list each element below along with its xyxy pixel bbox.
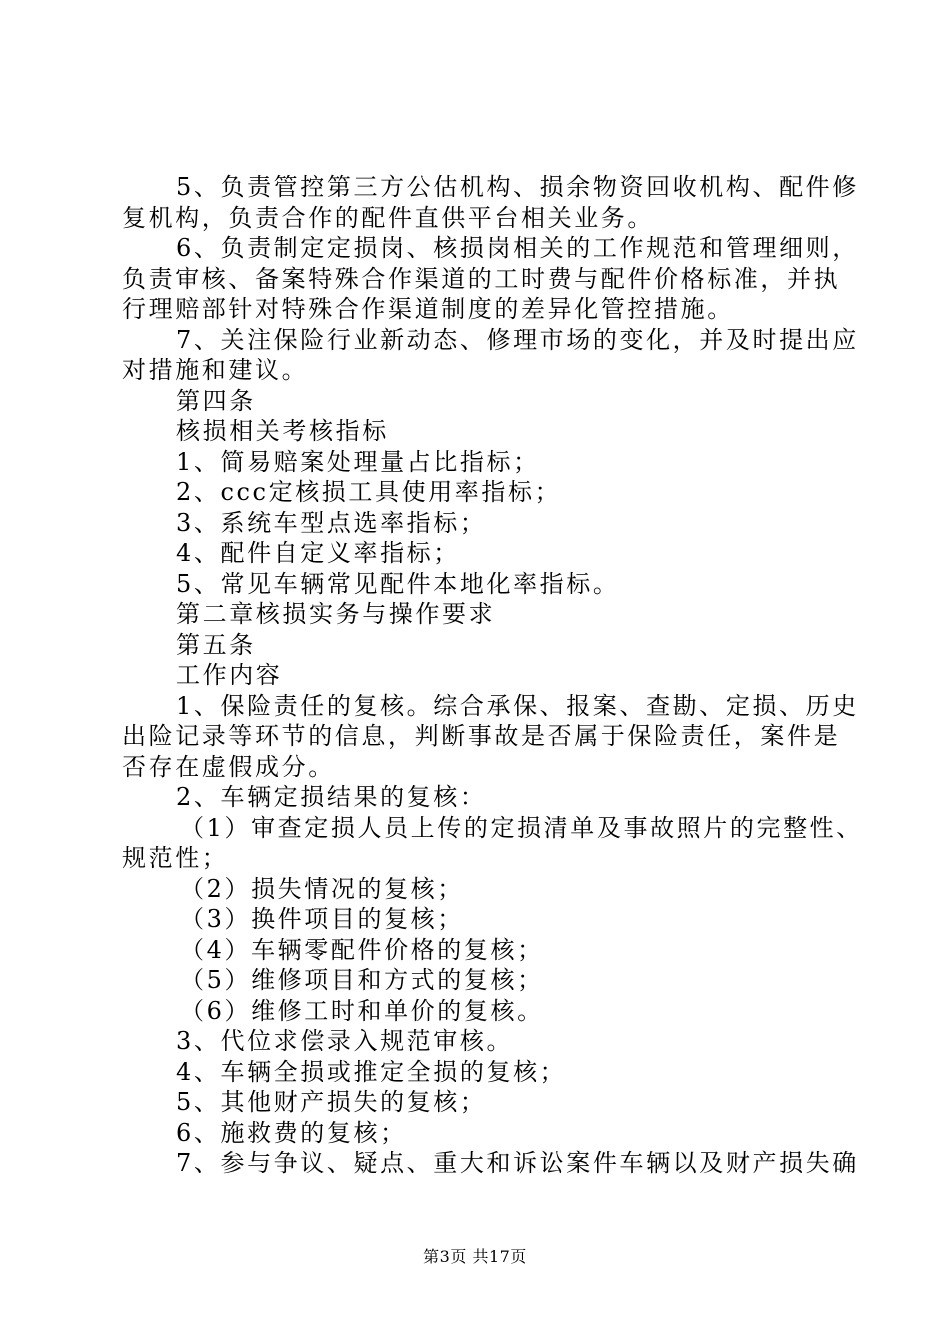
text-line: 7、关注保险行业新动态、修理市场的变化，并及时提出应 xyxy=(176,325,859,354)
text-line: 工作内容 xyxy=(176,661,283,689)
text-line: 规范性； xyxy=(122,844,229,872)
text-line: 5、负责管控第三方公估机构、损余物资回收机构、配件修 xyxy=(176,173,859,201)
document-body xyxy=(122,172,863,1179)
text-line: 5、常见车辆常见配件本地化率指标。 xyxy=(176,569,620,598)
text-line: 1、简易赔案处理量占比指标； xyxy=(176,447,540,476)
text-line: 行理赔部针对特殊合作渠道制度的差异化管控措施。 xyxy=(122,295,734,323)
text-line: （3）换件项目的复核； xyxy=(180,905,464,933)
text-line: 核损相关考核指标 xyxy=(176,417,389,445)
text-line: 5、其他财产损失的复核； xyxy=(176,1088,487,1116)
text-line: 出险记录等环节的信息，判断事故是否属于保险责任，案件是 xyxy=(122,722,841,750)
text-line: （2）损失情况的复核； xyxy=(180,874,464,903)
text-line: 4、车辆全损或推定全损的复核； xyxy=(176,1057,567,1086)
text-line: 2、ccc定核损工具使用率指标； xyxy=(176,478,562,506)
text-line: 3、系统车型点选率指标； xyxy=(176,508,487,537)
text-line: 7、参与争议、疑点、重大和诉讼案件车辆以及财产损失确 xyxy=(176,1149,859,1177)
text-line: 1、保险责任的复核。综合承保、报案、查勘、定损、历史 xyxy=(176,691,859,720)
text-line: （6）维修工时和单价的复核。 xyxy=(180,996,544,1025)
text-line: 否存在虚假成分。 xyxy=(122,752,335,781)
text-line: （1）审查定损人员上传的定损清单及事故照片的完整性、 xyxy=(180,813,863,842)
text-line: 对措施和建议。 xyxy=(122,356,309,384)
text-line: 负责审核、备案特殊合作渠道的工时费与配件价格标准，并执 xyxy=(122,264,841,293)
text-line: 2、车辆定损结果的复核： xyxy=(176,783,487,811)
page-footer: 第3页 共17页 xyxy=(423,1247,527,1266)
text-line: 6、施救费的复核； xyxy=(176,1118,407,1147)
text-line: 第二章核损实务与操作要求 xyxy=(176,600,496,628)
text-line: 6、负责制定定损岗、核损岗相关的工作规范和管理细则， xyxy=(176,234,859,262)
text-line: 4、配件自定义率指标； xyxy=(176,539,460,567)
text-line: （5）维修项目和方式的复核； xyxy=(180,966,544,994)
text-line: （4）车辆零配件价格的复核； xyxy=(180,935,544,964)
text-line: 第四条 xyxy=(176,386,256,415)
text-line: 3、代位求偿录入规范审核。 xyxy=(176,1027,514,1055)
text-line: 第五条 xyxy=(176,630,256,659)
text-line: 复机构，负责合作的配件直供平台相关业务。 xyxy=(122,203,654,232)
